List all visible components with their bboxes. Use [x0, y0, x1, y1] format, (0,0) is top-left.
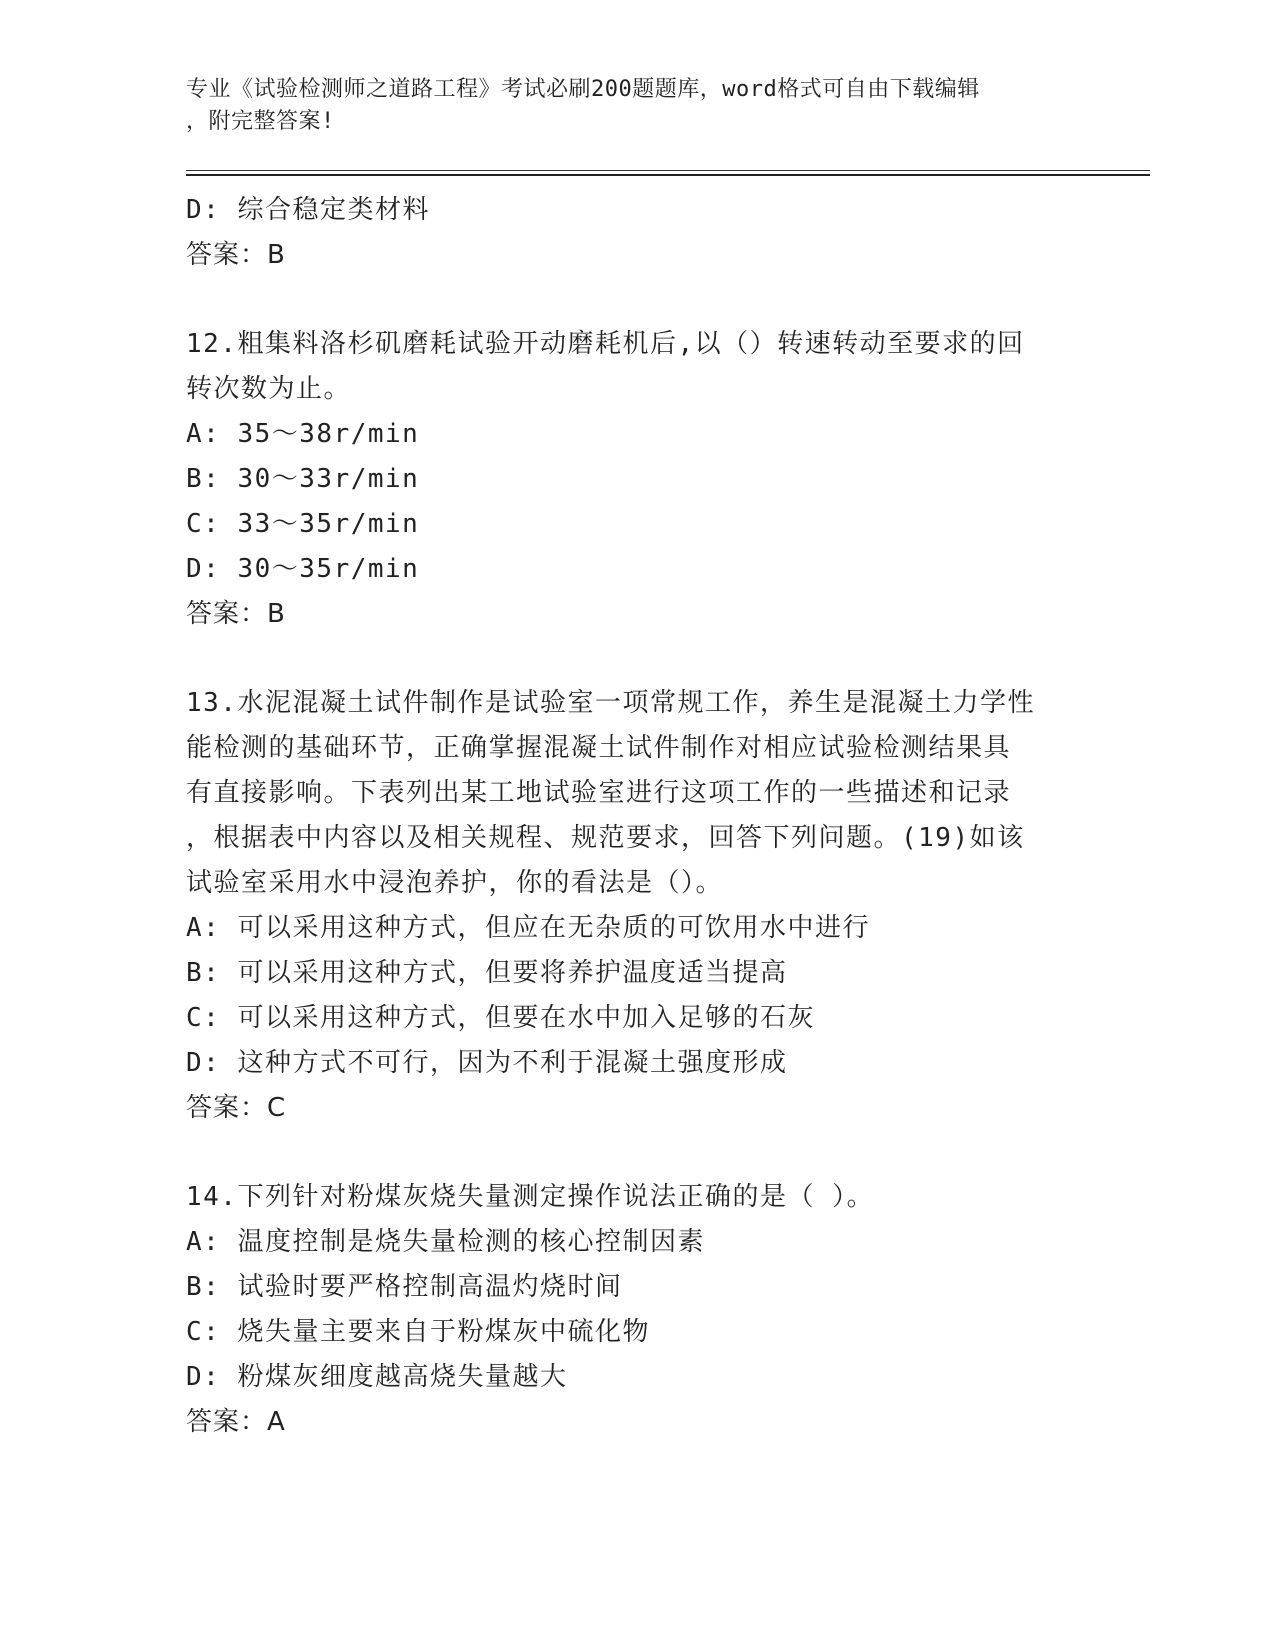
option-c: C: 烧失量主要来自于粉煤灰中硫化物 — [186, 1317, 650, 1347]
header-divider-thick — [186, 174, 1150, 176]
question-stem — [186, 681, 1086, 906]
document-header — [186, 74, 1086, 138]
option-a: A: 35～38r/min — [186, 419, 420, 449]
question-stem-line: ，根据表中内容以及相关规程、规范要求，回答下列问题。(19)如该 — [186, 823, 1025, 853]
header-title-line-1: 专业《试验检测师之道路工程》考试必刷200题题库，word格式可自由下载编辑 — [186, 77, 980, 102]
option-d: D: 综合稳定类材料 — [186, 195, 430, 225]
question-14 — [186, 1175, 1086, 1445]
question-stem-line: 14.下列针对粉煤灰烧失量测定操作说法正确的是（ ）。 — [186, 1182, 875, 1212]
option-c: C: 33～35r/min — [186, 509, 420, 539]
question-list — [186, 188, 1086, 1445]
question-stem — [186, 322, 1086, 412]
header-title-line-2: ，附完整答案! — [186, 109, 335, 134]
question-fragment — [186, 188, 1086, 278]
option-d: D: 粉煤灰细度越高烧失量越大 — [186, 1362, 568, 1392]
answer-label: 答案：A — [186, 1407, 286, 1437]
question-stem-line: 有直接影响。下表列出某工地试验室进行这项工作的一些描述和记录 — [186, 778, 1012, 808]
option-d: D: 30～35r/min — [186, 554, 420, 584]
option-b: B: 可以采用这种方式，但要将养护温度适当提高 — [186, 958, 788, 988]
question-stem-line: 12.粗集料洛杉矶磨耗试验开动磨耗机后,以（）转速转动至要求的回 — [186, 329, 1025, 359]
question-stem-line: 转次数为止。 — [186, 374, 352, 404]
option-a: A: 温度控制是烧失量检测的核心控制因素 — [186, 1227, 705, 1257]
option-b: B: 试验时要严格控制高温灼烧时间 — [186, 1272, 623, 1302]
option-d: D: 这种方式不可行，因为不利于混凝土强度形成 — [186, 1048, 788, 1078]
answer-label: 答案：C — [186, 1093, 287, 1123]
question-13 — [186, 681, 1086, 1131]
question-stem-line: 13.水泥混凝土试件制作是试验室一项常规工作，养生是混凝土力学性 — [186, 688, 1035, 718]
header-divider-thin — [186, 170, 1150, 171]
answer-label: 答案：B — [186, 240, 286, 270]
answer-label: 答案：B — [186, 599, 286, 629]
question-12 — [186, 322, 1086, 637]
question-stem-line: 试验室采用水中浸泡养护，你的看法是（）。 — [186, 868, 724, 898]
option-a: A: 可以采用这种方式，但应在无杂质的可饮用水中进行 — [186, 913, 870, 943]
option-c: C: 可以采用这种方式，但要在水中加入足够的石灰 — [186, 1003, 815, 1033]
option-b: B: 30～33r/min — [186, 464, 420, 494]
question-stem-line: 能检测的基础环节，正确掌握混凝土试件制作对相应试验检测结果具 — [186, 733, 1012, 763]
question-stem — [186, 1175, 1086, 1220]
